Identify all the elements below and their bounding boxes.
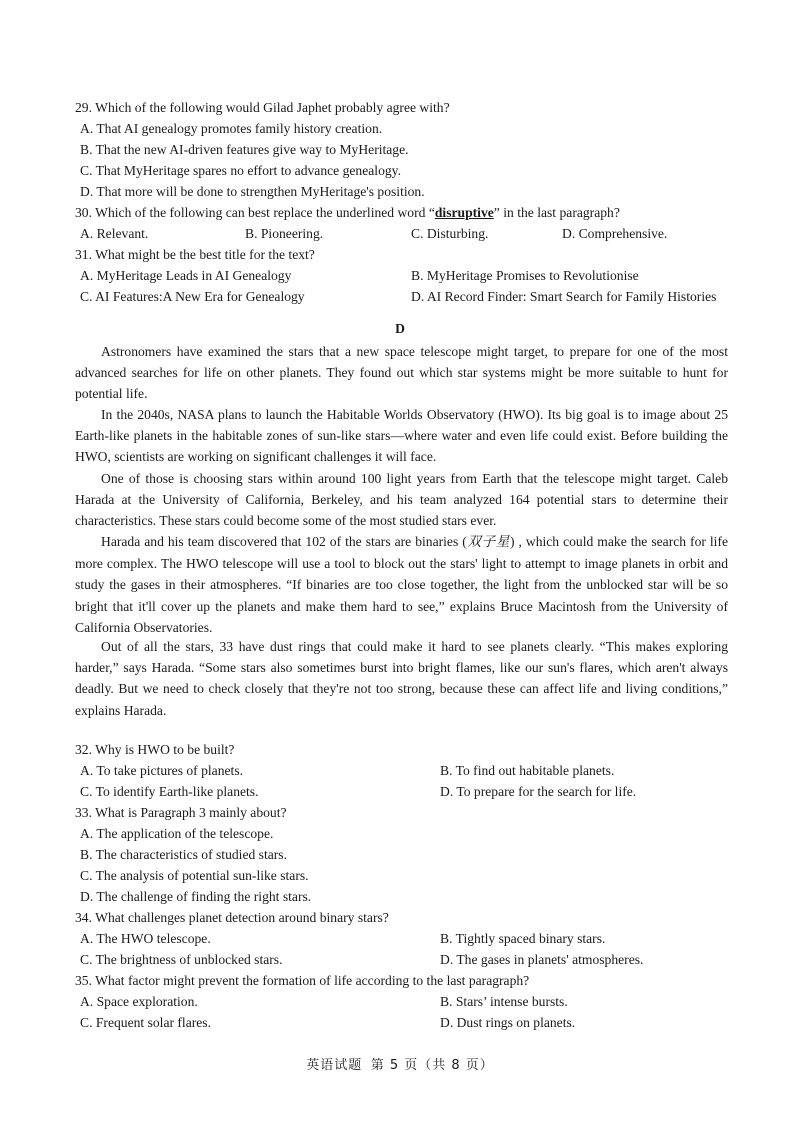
question-35-option-d: D. Dust rings on planets. xyxy=(440,1015,576,1030)
question-30-option-d: D. Comprehensive. xyxy=(562,226,668,241)
question-33-option-d: D. The challenge of finding the right stars. xyxy=(80,889,312,904)
passage-paragraph-1: Astronomers have examined the stars that a new space telescope might target, to prepare for one of the most advanced searches for life on other planets. They found out which star systems might be more suitable to hunt for potential life. xyxy=(75,344,728,402)
question-32-stem: 32. Why is HWO to be built? xyxy=(75,742,235,757)
underlined-word: disruptive xyxy=(434,205,494,220)
question-35-option-b: B. Stars’ intense bursts. xyxy=(440,994,568,1009)
question-35-option-a: A. Space exploration. xyxy=(80,994,198,1009)
question-32-option-a: A. To take pictures of planets. xyxy=(80,763,244,778)
question-33-option-a: A. The application of the telescope. xyxy=(80,826,274,841)
footer-subject: 英语试题 xyxy=(306,1058,363,1073)
question-35-option-c: C. Frequent solar flares. xyxy=(80,1015,211,1030)
question-30-stem xyxy=(75,204,620,222)
question-33-stem: 33. What is Paragraph 3 mainly about? xyxy=(75,805,287,820)
question-34-option-b: B. Tightly spaced binary stars. xyxy=(440,931,606,946)
footer-page-number: 第 5 页（共 8 页） xyxy=(370,1058,494,1073)
question-31-option-a: A. MyHeritage Leads in AI Genealogy xyxy=(80,268,292,283)
question-32-option-b: B. To find out habitable planets. xyxy=(440,763,615,778)
question-34-stem: 34. What challenges planet detection around binary stars? xyxy=(75,910,389,925)
page-footer xyxy=(0,1054,800,1073)
question-30-option-a: A. Relevant. xyxy=(80,226,149,241)
section-letter: D xyxy=(395,321,405,336)
question-34-option-c: C. The brightness of unblocked stars. xyxy=(80,952,283,967)
question-33-option-b: B. The characteristics of studied stars. xyxy=(80,847,287,862)
question-33-option-c: C. The analysis of potential sun-like stars. xyxy=(80,868,309,883)
question-34-option-a: A. The HWO telescope. xyxy=(80,931,211,946)
question-29-option-d: D. That more will be done to strengthen MyHeritage's position. xyxy=(80,184,425,199)
passage-paragraph-5: Out of all the stars, 33 have dust rings that could make it hard to see planets clearly. “This makes exploring harder,” says Harada. “Some stars also sometimes burst into bright flames, like our sun's flares, which aren't always deadly. But we need to check closely that they're not too strong, because these can affect life and living conditions,” explains Harada. xyxy=(75,639,728,718)
question-30-option-c: C. Disturbing. xyxy=(411,226,489,241)
question-31-option-c: C. AI Features:A New Era for Genealogy xyxy=(80,289,305,304)
question-30-stem-prefix: 30. Which of the following can best replace the underlined word “ xyxy=(75,205,435,220)
question-32-option-d: D. To prepare for the search for life. xyxy=(440,784,637,799)
question-29-option-a: A. That AI genealogy promotes family history creation. xyxy=(80,121,383,136)
question-34-option-d: D. The gases in planets' atmospheres. xyxy=(440,952,644,967)
question-30-stem-suffix: ” in the last paragraph? xyxy=(493,205,620,220)
binaries-chinese-term: 双子星 xyxy=(466,534,510,550)
question-29-option-c: C. That MyHeritage spares no effort to advance genealogy. xyxy=(80,163,401,178)
question-35-stem: 35. What factor might prevent the formation of life according to the last paragraph? xyxy=(75,973,530,988)
question-31-stem: 31. What might be the best title for the text? xyxy=(75,247,315,262)
paragraph-4-after: ) , which could make the search for life more complex. The HWO telescope will use a tool to block out the stars' light to attempt to image planets in orbit and study the gases in their atmospheres. “If binaries are too close together, the light from the unblocked star will be so bright that it'll cover up the planets and make them hard to see,” explains Bruce Macintosh from the University of California Observatories. xyxy=(75,534,729,635)
question-29-option-b: B. That the new AI-driven features give way to MyHeritage. xyxy=(80,142,409,157)
question-31-option-d: D. AI Record Finder: Smart Search for Family Histories xyxy=(411,289,717,304)
paragraph-4-before: Harada and his team discovered that 102 of the stars are binaries ( xyxy=(101,534,467,549)
question-30-option-b: B. Pioneering. xyxy=(245,226,324,241)
passage-paragraph-3: One of those is choosing stars within around 100 light years from Earth that the telescope might target. Caleb Harada at the University of California, Berkeley, and his team analyzed 164 potential stars to determine their characteristics. These stars could become some of the most studied stars ever. xyxy=(75,471,728,529)
passage-paragraph-4 xyxy=(75,531,728,638)
question-32-option-c: C. To identify Earth-like planets. xyxy=(80,784,259,799)
passage-paragraph-2: In the 2040s, NASA plans to launch the Habitable Worlds Observatory (HWO). Its big goal is to image about 25 Earth-like planets in the habitable zones of sun-like stars—where water and even life could exist. Before building the HWO, scientists are working on significant challenges it will face. xyxy=(75,407,728,465)
question-31-option-b: B. MyHeritage Promises to Revolutionise xyxy=(411,268,639,283)
question-29-stem: 29. Which of the following would Gilad Japhet probably agree with? xyxy=(75,100,450,115)
